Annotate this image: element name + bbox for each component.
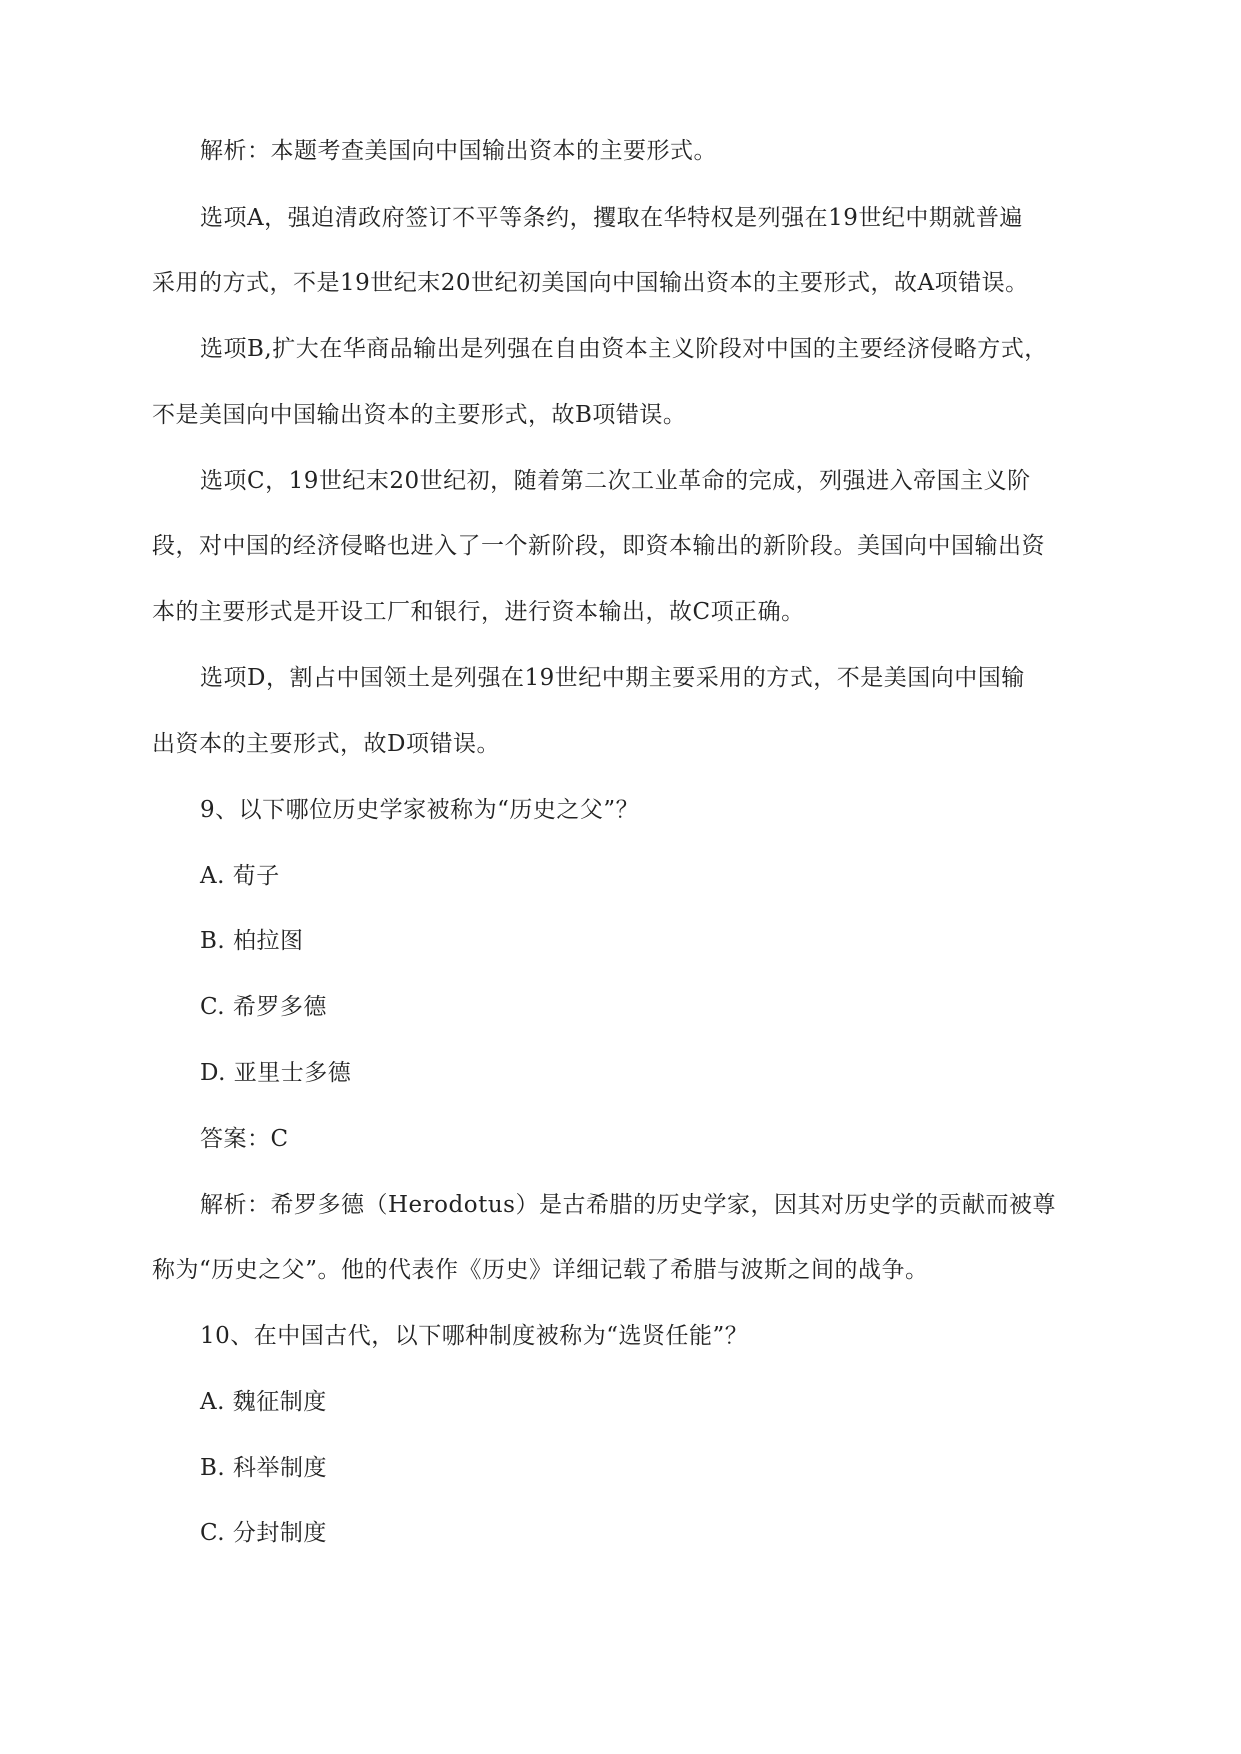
analysis-8-option-c-line-3: 本的主要形式是开设工厂和银行，进行资本输出，故C项正确。 [152, 599, 805, 625]
question-9-option-b: B. 柏拉图 [200, 928, 304, 954]
analysis-8-option-b-line-1: 选项B,扩大在华商品输出是列强在自由资本主义阶段对中国的主要经济侵略方式， [200, 336, 1048, 362]
question-10-option-a: A. 魏征制度 [200, 1389, 327, 1415]
analysis-8-line-1: 解析：本题考查美国向中国输出资本的主要形式。 [200, 138, 717, 164]
question-9: 9、以下哪位历史学家被称为“历史之父”？ [200, 797, 640, 823]
question-9-analysis-line-2: 称为“历史之父”。他的代表作《历史》详细记载了希腊与波斯之间的战争。 [152, 1257, 929, 1283]
question-10-option-c: C. 分封制度 [200, 1520, 327, 1546]
analysis-8-option-d-line-1: 选项D，割占中国领土是列强在19世纪中期主要采用的方式，不是美国向中国输 [200, 665, 1025, 691]
analysis-8-option-a-line-2: 采用的方式，不是19世纪末20世纪初美国向中国输出资本的主要形式，故A项错误。 [152, 270, 1029, 296]
question-9-option-a: A. 荀子 [200, 863, 280, 889]
analysis-8-option-d-line-2: 出资本的主要形式，故D项错误。 [152, 731, 500, 757]
question-9-analysis-line-1: 解析：希罗多德（Herodotus）是古希腊的历史学家，因其对历史学的贡献而被尊 [200, 1192, 1056, 1218]
question-10: 10、在中国古代，以下哪种制度被称为“选贤任能”？ [200, 1323, 749, 1349]
question-9-option-d: D. 亚里士多德 [200, 1060, 352, 1086]
question-10-option-b: B. 科举制度 [200, 1455, 328, 1481]
question-9-answer: 答案：C [200, 1126, 289, 1152]
analysis-8-option-b-line-2: 不是美国向中国输出资本的主要形式，故B项错误。 [152, 402, 687, 428]
analysis-8-option-c-line-2: 段，对中国的经济侵略也进入了一个新阶段，即资本输出的新阶段。美国向中国输出资 [152, 533, 1045, 559]
question-9-option-c: C. 希罗多德 [200, 994, 327, 1020]
analysis-8-option-c-line-1: 选项C，19世纪末20世纪初，随着第二次工业革命的完成，列强进入帝国主义阶 [200, 468, 1031, 494]
analysis-8-option-a-line-1: 选项A，强迫清政府签订不平等条约，攫取在华特权是列强在19世纪中期就普遍 [200, 205, 1023, 231]
